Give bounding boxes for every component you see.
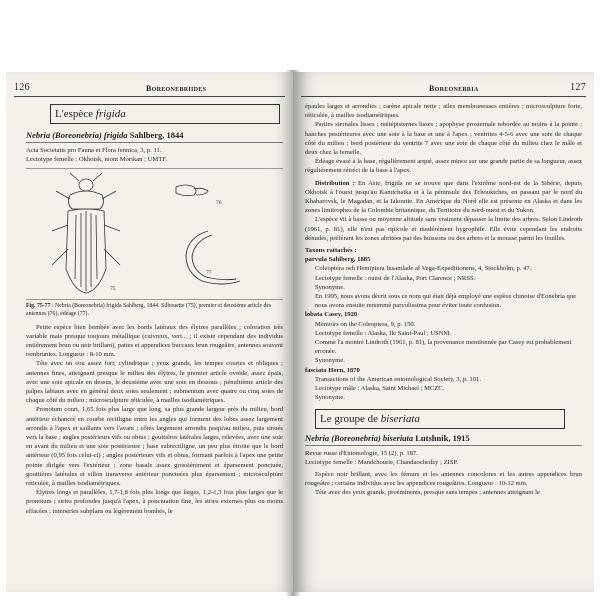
- antenna-articles: [176, 185, 208, 196]
- taxon-name: parvula Sahlberg, 1885: [305, 256, 371, 264]
- right-content: [305, 102, 582, 498]
- taxon-name: fasciata Horn, 1870: [305, 366, 360, 374]
- left-content: [26, 102, 283, 516]
- taxon-line: En 1995, nous avons décrit sous ce nom qui était déjà employé une espèce chinoise d'Eonebria que nous avons ensuite renommé parvulissima pour éviter toute confusion.: [315, 293, 577, 310]
- section-title-prefix: L'espèce: [55, 108, 94, 120]
- taxon-entry: [305, 366, 582, 403]
- citation-line: Acta Societatis pro Fauna et Flora fennica, 3, p. 11.: [26, 147, 162, 154]
- right-page: [293, 72, 594, 592]
- figure-caption: [26, 303, 283, 318]
- taxon-line: Comme l'a montré Lindroth (1961, p. 81), la provenance mentionnée par Casey est probablement erronée.: [315, 339, 572, 356]
- taxon-line: Coleoptera och Hemiptera Insamlade af Vega-Expeditionens, 4, Stockholm, p. 47.: [315, 265, 532, 273]
- species2-citation-line: Lectotype femelle : Mandchourie, Chandaochedzy ; ZISP.: [305, 458, 459, 466]
- taxa-label: Taxons rattachés :: [305, 247, 357, 255]
- left-running-title: Boreonebriides: [146, 84, 207, 93]
- description-paragraph: Petite espèce bien bombée avec les bords latéraux des élytres parallèles ; coloration très variable mais presque toujours métallique (cuivreux, vert... ; il existe cependant des individus entièrement brun ou noir brillant), pattes et appendices buccaux brun rougeâtre, antennes souvent rembrunies. Longueur : 8-10 mm.: [26, 323, 283, 359]
- species2-heading: [305, 433, 582, 446]
- species2-paragraph: Tête avec des yeux grands, proéminents, presque sans tempes ; antennes atteignant le: [315, 489, 540, 497]
- taxon-line: Synonyme.: [315, 357, 345, 365]
- figure-label-75: 75: [110, 286, 116, 293]
- aedeagus-drawing: [186, 231, 240, 284]
- habitat-paragraph: L'espèce vit à basse ou moyenne altitude sans vraiment dépasser la limite des arbres. Selon Lindroth (1961, p. 81), elle n'est pas ripicole et modérément hygrophile. Elle évite cependant les endroits dénudés, préférant les zones abritées par des buissons ou des arbres et la mousse parmi les feuilles.: [305, 216, 582, 242]
- right-page-number: 127: [570, 82, 586, 93]
- taxon-name: lobata Casey, 1920: [305, 311, 358, 319]
- taxon-line: Transactions of the American entomological Society, 3, p. 101.: [315, 375, 481, 383]
- species2-heading-name: Nebria (Boreonebria) biseriata: [305, 432, 414, 443]
- figure-label-76: 76: [216, 200, 222, 207]
- description-paragraph: Édéage évasé à la base, régulièrement arqué, assez mince sur une grande partie de sa longueur, assez régulièrement rétréci de la base à l'apex.: [305, 158, 582, 175]
- taxon-line: Lectotype femelle : Alaska, Ile Saint-Paul ; USNM.: [315, 329, 452, 337]
- group-title-box: [315, 409, 565, 429]
- group-title-prefix: Le groupe de: [320, 412, 379, 425]
- figure-label-77: 77: [206, 270, 212, 277]
- taxon-line: Synonyme.: [315, 283, 345, 291]
- taxon-line: Lectotype mâle : Alaska, Saint Michael ; MCZC.: [315, 385, 445, 393]
- beetle-illustration: [26, 169, 283, 299]
- left-page: [6, 72, 293, 592]
- taxon-line: Synonyme.: [315, 394, 345, 402]
- group-title-species: biseriata: [380, 412, 420, 425]
- description-paragraph: Tête avec un cou assez fort, cylindrique ; yeux grands, les tempes courtes et obliques ; antennes fines, atteignant presque le milieu des élytres, le premier article ovoïde, assez épais, avec une soie apicale en dessus, le deuxième avec une soie en dessous ; pénultième article des palpes labiaux avec en général deux soies seulement ; submentum avec quatre ou cinq soies de chaque côté du milieu ; microsculpture réticulée, à mailles isodiamétriques.: [26, 360, 283, 405]
- taxon-entry: [305, 255, 582, 310]
- distribution-text: En Asie, frigida ne se trouve que dans l'extrême nord-est de la Sibérie, depuis Okhotsk à l'ouest jusqu'au Kamtchatka et à la péninsule des Tchouktches, en passant par le nord du Khabarovsk, le Magadan, et la Iakoutie. En Amérique du Nord elle est présente en Alaska et dans les zones limitrophes de la Colombie britannique, du Territoire du nord-ouest et du Yukon.: [305, 179, 582, 215]
- left-page-number: 126: [14, 82, 30, 93]
- description-paragraph: Parties sternales lisses ; métépisternes lisses ; apophyse prosternale rebordée au moins à la pointe ; hanches postérieures avec une soie à la base et une à l'apex ; ventrites 4-5-6 avec une soie de chaque côté du milieu ; bord postérieur du ventrite 7 avec une soie de chaque côté du milieu chez le mâle et deux chez la femelle.: [305, 121, 582, 157]
- distribution-paragraph: [305, 179, 582, 216]
- taxon-line: Lectotype femelle : ouest de l'Alaska, Port Clarence ; NRSS.: [315, 274, 476, 282]
- citation-line: Lectotype femelle : Okhotsk, mont Morikan ; UMTF.: [26, 156, 168, 164]
- right-running-title: Boreonebria: [429, 84, 479, 93]
- description-paragraph: Élytres longs et parallèles, 1,7-1,8 fois plus longs que larges, 1,2-1,3 fois plus larges que le pronotum ; stries profondes jusqu'à l'apex, à ponctuation fine, les stries externes plus ou moins effacées ; interstries subplans ou légèrement bombés, le: [26, 489, 283, 515]
- species2-citation-line: Revue russe d'Entomologie, 15 (2), p. 187.: [305, 449, 418, 457]
- beetle-silhouette: [52, 173, 120, 293]
- figure-75-77: [26, 168, 283, 300]
- section-title-species: frigida: [95, 108, 126, 120]
- left-running-header: [14, 80, 285, 97]
- description-paragraph: épaules larges et arrondies ; carène apicale nette ; ailes membraneuses entières ; microsculpture forte, réticulée, à mailles isodiamétriques.: [305, 103, 582, 120]
- species-heading: [26, 130, 283, 143]
- taxon-line: Memoirs on the Coleoptera, 9, p. 150.: [315, 320, 416, 328]
- species2-heading-author: Lutshnik, 1915: [415, 432, 470, 443]
- species-heading-name: Nebria (Boreonebria) frigida: [26, 130, 128, 140]
- description-paragraph: Pronotum court, 1,65 fois plus large que long, sa plus grande largeur près du milieu, bord antérieur échancré en courbe rectiligne entre les angles qui forment des lobes assez largement arrondis à l'apex et saillants vers l'avant ; côtés largement arrondis jusqu'au milieu, puis sinués vers la base ; angles postérieurs vifs ou obtus ; gouttières latérales larges, relevées, avec une soie en avant du milieu et une soie postérieure ; base subrectiligne, un peu plus étroite que le bord antérieur (0,95 fois celui-ci) ; angles postérieurs vifs et obtus, formant parfois à l'apex une petite pointe dirigée vers l'extérieur ; zone basale assez grossièrement et éparsement ponctuée, gouttières latérales et sillon transverse antérieur ponctuées plus éparsement ; microsculpture réticulée, à mailles isodiamétriques.: [26, 406, 283, 488]
- taxon-entry: [305, 310, 582, 365]
- caption-label: Fig. 75-77: [26, 303, 51, 310]
- species2-paragraph: Espèce noir brillant, avec les fémurs et les antennes concolores et les autres appendices brun rougeâtre ; certains individus avec les appendices rougeâtres. Longueur : 10-12 mm.: [305, 470, 582, 488]
- section-title-box: [50, 104, 280, 124]
- right-running-header: [301, 80, 586, 97]
- distribution-label: Distribution :: [315, 179, 355, 187]
- caption-text: : Nebria (Boreonebria) frigida Sahlberg, 1844. Silhouette (75), premier et deuxième article des antennes (76), édéage (77).: [26, 303, 272, 317]
- species-heading-author: Sahlberg, 1844: [129, 130, 184, 140]
